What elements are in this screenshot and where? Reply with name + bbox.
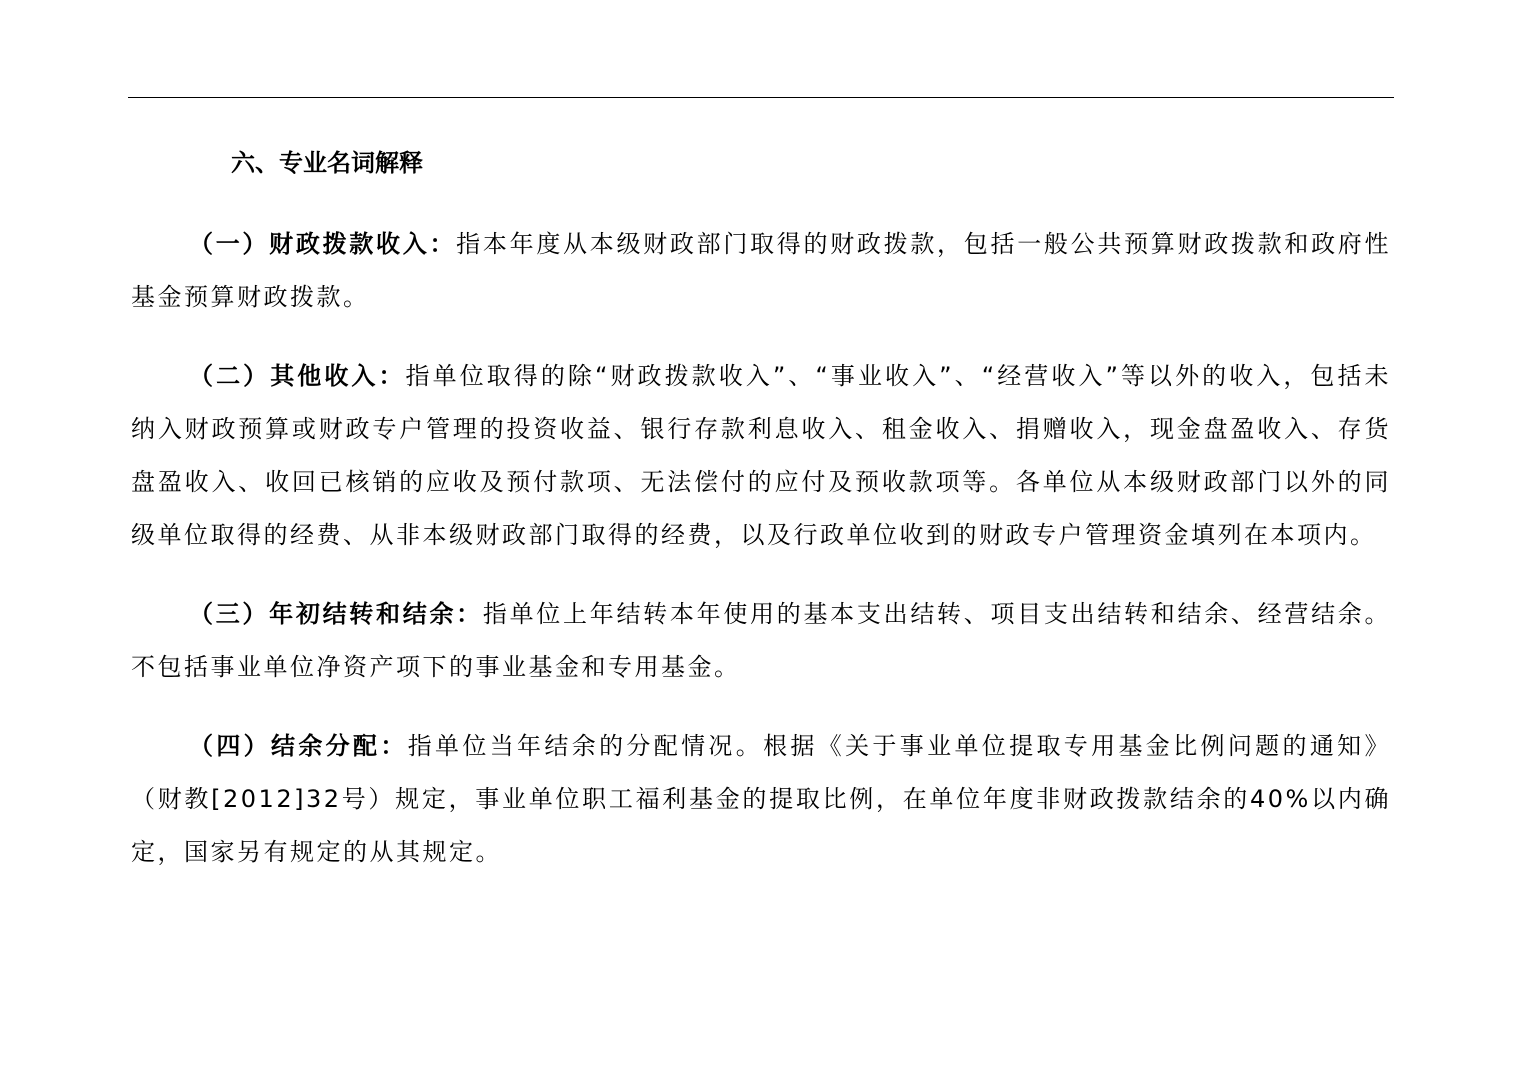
- definition-paragraph-3: [131, 588, 1391, 694]
- definition-body: 指单位当年结余的分配情况。根据《关于事业单位提取专用基金比例问题的通知》（财教[2012]32号）规定，事业单位职工福利基金的提取比例，在单位年度非财政拨款结余的40%以内确定，国家另有规定的从其规定。: [131, 732, 1392, 866]
- definition-term: （四）结余分配：: [189, 732, 408, 760]
- definition-paragraph-4: [131, 720, 1391, 879]
- definition-paragraph-1: [131, 218, 1391, 324]
- definition-body: 指单位上年结转本年使用的基本支出结转、项目支出结转和结余、经营结余。不包括事业单位净资产项下的事业基金和专用基金。: [131, 600, 1391, 681]
- document-body: [131, 140, 1391, 905]
- section-title: 六、专业名词解释: [231, 149, 423, 177]
- definition-term: （三）年初结转和结余：: [189, 600, 483, 628]
- definition-term: （一）财政拨款收入：: [189, 230, 457, 258]
- definition-term: （二）其他收入：: [189, 362, 406, 390]
- definition-body: 指本年度从本级财政部门取得的财政拨款，包括一般公共预算财政拨款和政府性基金预算财政拨款。: [131, 230, 1392, 311]
- definition-body: 指单位取得的除“财政拨款收入”、“事业收入”、“经营收入”等以外的收入，包括未纳入财政预算或财政专户管理的投资收益、银行存款利息收入、租金收入、捐赠收入，现金盘盈收入、存货盘盈收入、收回已核销的应收及预付款项、无法偿付的应付及预收款项等。各单位从本级财政部门以外的同级单位取得的经费、从非本级财政部门取得的经费，以及行政单位收到的财政专户管理资金填列在本项内。: [131, 362, 1392, 549]
- header-rule: [128, 97, 1394, 98]
- definition-paragraph-2: [131, 350, 1391, 562]
